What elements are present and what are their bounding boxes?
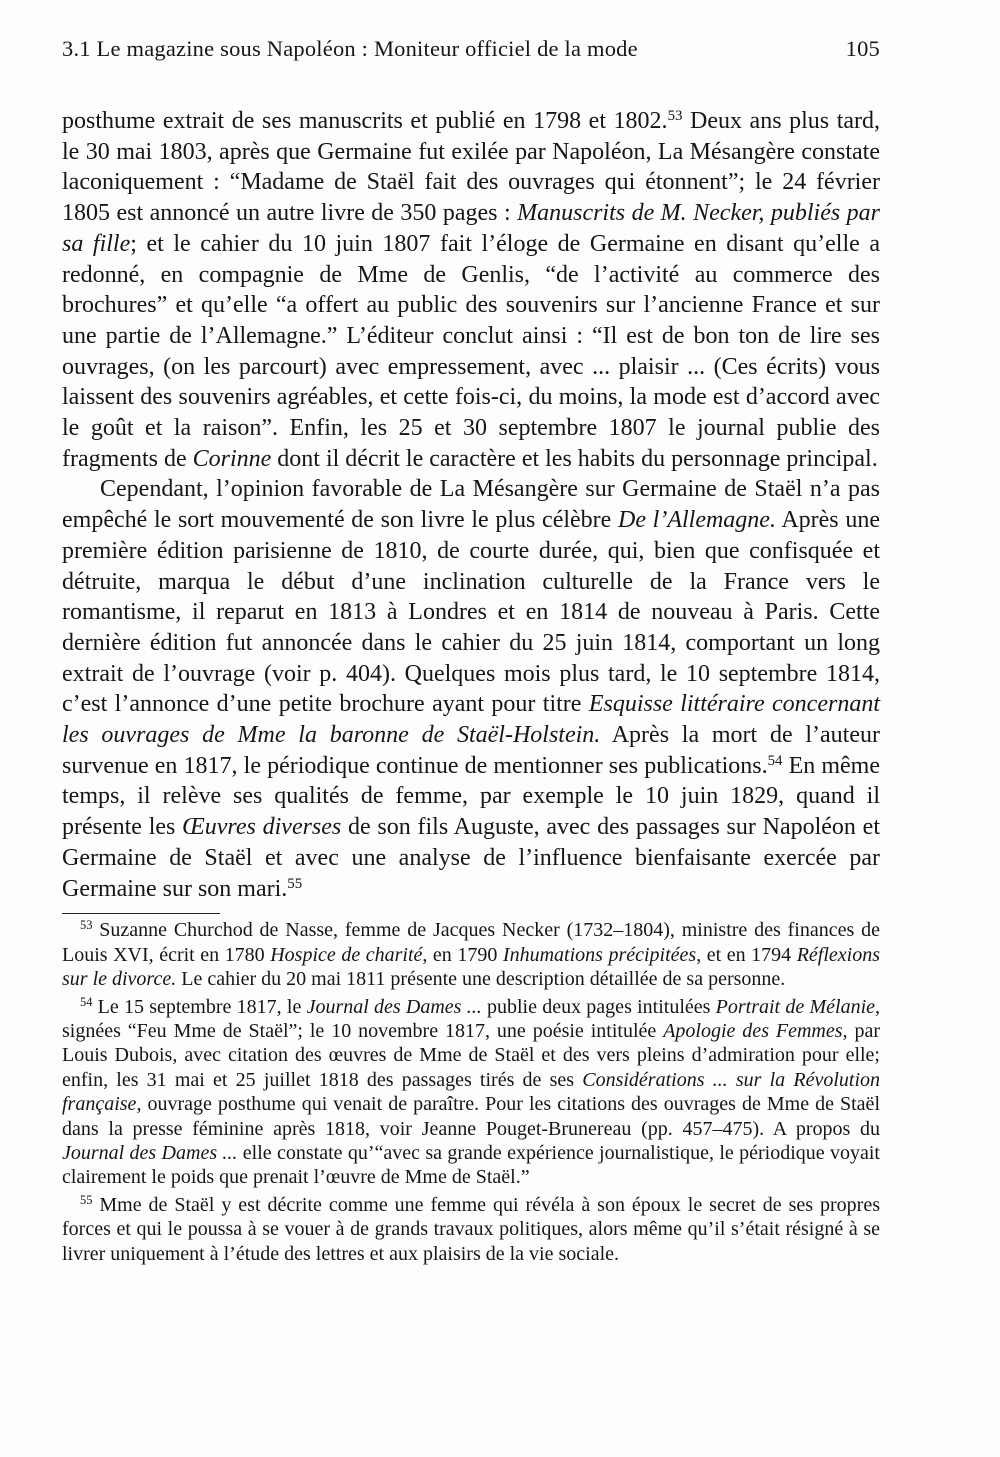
footnote-reference: 54 [767, 752, 783, 769]
footnote-53 [62, 918, 880, 991]
footnotes [62, 918, 880, 1266]
text-run: dont il décrit le caractère et les habits du personnage principal. [271, 445, 878, 472]
page-content [62, 106, 880, 1269]
running-title: 3.1 Le magazine sous Napoléon : Moniteur officiel de la mode [62, 36, 638, 61]
italic-text: Corinne [192, 445, 272, 472]
text-run: Après la mort de l’auteur survenue en 1817, le périodique continue de mentionner ses publications. [62, 722, 880, 779]
italic-text: Journal des Dames ... [306, 995, 482, 1018]
text-run: , signées “Feu Mme de Staël”; le 10 novembre 1817, une poésie intitulée [62, 995, 880, 1042]
italic-text: Inhumations précipitées [502, 943, 697, 966]
italic-text: Apologie des Femmes [663, 1019, 843, 1042]
footnote-reference: 55 [287, 875, 303, 892]
text-run: , en 1790 [422, 943, 503, 966]
paragraph-1 [62, 106, 880, 474]
text-run: , et en 1794 [696, 943, 797, 966]
text-run: publie deux pages intitulées [481, 995, 716, 1018]
text-run: Le cahier du 20 mai 1811 présente une description détaillée de sa personne. [176, 968, 786, 991]
text-run: Le 15 septembre 1817, le [97, 995, 307, 1018]
italic-text: Hospice de charité [270, 943, 423, 966]
footnote-text [62, 1194, 880, 1265]
text-run: elle constate qu’“avec sa grande expérience journalistique, le périodique voyait clairement le poids que prenait l’œuvre de Mme de Staël.” [62, 1141, 880, 1189]
footnote-text [62, 996, 880, 1189]
paragraph-2 [62, 474, 880, 904]
text-run: Cependant, l’opinion favorable de La Mésangère sur Germaine de Staël n’a pas empêché le sort mouvementé de son livre le plus célèbre [62, 476, 880, 534]
footnote-number: 53 [80, 918, 93, 933]
footnote-54 [62, 995, 880, 1190]
text-run: Mme de Staël y est décrite comme une femme qui révéla à son époux le secret de ses propres forces et qui le poussa à se vouer à de grands travaux politiques, alors même qu’il s’était résigné à se livrer uniquement à l’étude des lettres et aux plaisirs de la vie sociale. [62, 1193, 880, 1265]
text-run: , ouvrage posthume qui venait de paraître. Pour les citations des ouvrages de Mme de Staël dans la presse féminine après 1818, voir Jeanne Pouget-Brunereau (pp. 457–475). A propos du [62, 1093, 880, 1140]
italic-text: De l’Allemagne. [618, 507, 776, 534]
running-header [62, 36, 880, 62]
italic-text: Portrait de Mélanie [715, 995, 875, 1018]
italic-text: Manuscrits de M. Necker, publiés par sa fille [62, 200, 881, 257]
italic-text: Considérations ... sur la Révolution française [62, 1068, 881, 1116]
text-run: de son fils Auguste, avec des passages sur Napoléon et Germaine de Staël et avec une analyse de l’influence bienfaisante exercée par Germaine sur son mari. [62, 814, 881, 902]
text-run: ; et le cahier du 10 juin 1807 fait l’éloge de Germaine en disant qu’elle a redonné, en compagnie de Mme de Genlis, “de l’activité au commerce des brochures” et qu’elle “a offert au public des souvenirs sur l’ancienne France et sur une partie de l’Allemagne.” L’éditeur conclut ainsi : “Il est de bon ton de lire ses ouvrages, (on les parcourt) avec empressement, avec ... plaisir ... (Ces écrits) vous laissent des souvenirs agréables, et cette fois-ci, du moins, la mode est d’accord avec le goût et la raison”. Enfin, les 25 et 30 septembre 1807 le journal publie des fragments de [62, 230, 880, 472]
text-run: Suzanne Churchod de Nasse, femme de Jacques Necker (1732–1804), ministre des finances de Louis XVI, écrit en 1780 [62, 919, 880, 966]
footnote-text [62, 919, 880, 990]
body-text [62, 106, 880, 904]
text-run: , par Louis Dubois, avec citation des œuvres de Mme de Staël et des vers pleins d’admiration pour elle; enfin, les 31 mai et 25 juillet 1818 des passages tirés de ses [62, 1019, 880, 1091]
footnote-reference: 53 [667, 107, 683, 124]
italic-text: Journal des Dames ... [62, 1141, 238, 1164]
footnote-separator-rule [62, 913, 220, 914]
italic-text: Réflexions sur le divorce. [62, 943, 880, 991]
page-number: 105 [845, 36, 880, 61]
italic-text: Œuvres diverses [182, 814, 342, 841]
footnote-55 [62, 1193, 880, 1266]
text-run: Deux ans plus tard, le 30 mai 1803, après que Germaine fut exilée par Napoléon, La Mésangère constate laconiquement : “Madame de Staël fait des ouvrages qui étonnent”; le 24 février 1805 est annoncé un autre livre de 350 pages : [62, 108, 881, 227]
footnote-number: 55 [80, 1192, 93, 1207]
text-run: Après une première édition parisienne de 1810, de courte durée, qui, bien que confisquée et détruite, marqua le début d’une inclination culturelle de la France vers le romantisme, il reparut en 1813 à Londres et en 1814 de nouveau à Paris. Cette dernière édition fut annoncée dans le cahier du 25 juin 1814, comportant un long extrait de l’ouvrage (voir p. 404). Quelques mois plus tard, le 10 septembre 1814, c’est l’annonce d’une petite brochure ayant pour titre [62, 507, 880, 718]
text-run: En même temps, il relève ses qualités de femme, par exemple le 10 juin 1829, quand il présente les [62, 752, 880, 841]
italic-text: Esquisse littéraire concernant les ouvrages de Mme la baronne de Staël-Holstein. [62, 691, 880, 749]
footnote-number: 54 [80, 994, 93, 1009]
text-run: posthume extrait de ses manuscrits et publié en 1798 et 1802. [62, 108, 668, 134]
